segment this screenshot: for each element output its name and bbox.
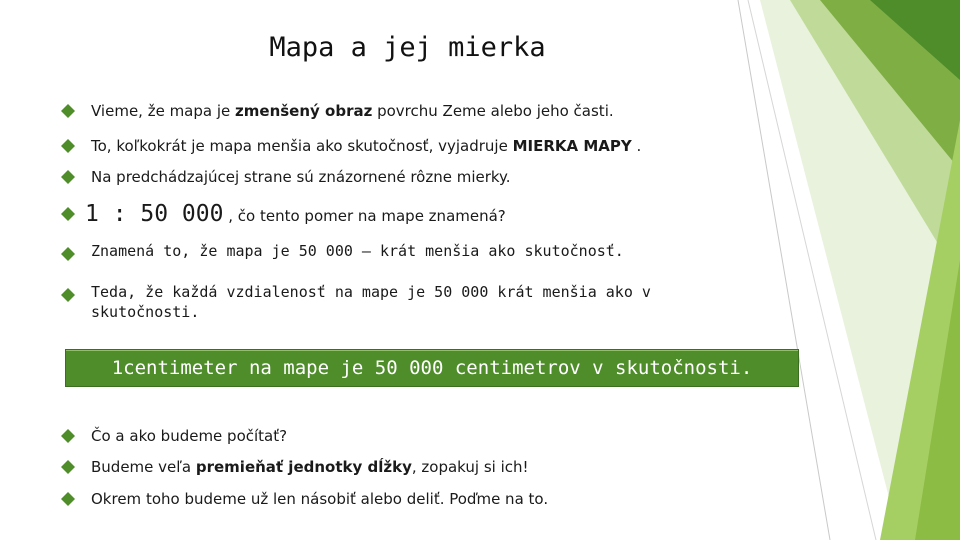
diamond-bullet-icon bbox=[61, 429, 75, 443]
list-item bbox=[61, 282, 651, 322]
diamond-bullet-icon bbox=[61, 207, 75, 221]
diamond-bullet-icon bbox=[61, 247, 75, 261]
bullet-text: 1 : 50 000 , čo tento pomer na mape znamená? bbox=[85, 201, 506, 227]
page-title: Mapa a jej mierka bbox=[269, 32, 546, 63]
diamond-bullet-icon bbox=[61, 460, 75, 474]
list-item bbox=[61, 489, 548, 509]
diamond-bullet-icon bbox=[61, 139, 75, 153]
list-item bbox=[61, 101, 614, 121]
bullet-text: Okrem toho budeme už len násobiť alebo deliť. Poďme na to. bbox=[91, 490, 549, 508]
bullet-text: Čo a ako budeme počítať? bbox=[91, 427, 288, 445]
bullet-text: Budeme veľa premieňať jednotky dĺžky, zopakuj si ich! bbox=[91, 458, 529, 476]
bullet-text: Na predchádzajúcej strane sú znázornené rôzne mierky. bbox=[91, 168, 511, 186]
diamond-bullet-icon bbox=[61, 492, 75, 506]
list-item bbox=[61, 241, 624, 261]
list-item bbox=[61, 136, 641, 156]
diamond-bullet-icon bbox=[61, 288, 75, 302]
highlight-band: 1centimeter na mape je 50 000 centimetrov v skutočnosti. bbox=[65, 349, 799, 387]
bullet-text: Znamená to, že mapa je 50 000 – krát menšia ako skutočnosť. bbox=[91, 242, 624, 260]
list-item-ratio bbox=[61, 199, 506, 231]
list-item bbox=[61, 426, 287, 446]
bullet-text: To, koľkokrát je mapa menšia ako skutočnosť, vyjadruje MIERKA MAPY . bbox=[91, 137, 642, 155]
bullet-text: Vieme, že mapa je zmenšený obraz povrchu Zeme alebo jeho časti. bbox=[91, 102, 614, 120]
diamond-bullet-icon bbox=[61, 104, 75, 118]
diamond-bullet-icon bbox=[61, 170, 75, 184]
list-item bbox=[61, 167, 511, 187]
scale-ratio: 1 : 50 000 bbox=[85, 201, 224, 227]
list-item bbox=[61, 457, 529, 477]
bullet-text: Teda, že každá vzdialenosť na mape je 50 000 krát menšia ako v skutočnosti. bbox=[91, 283, 651, 321]
